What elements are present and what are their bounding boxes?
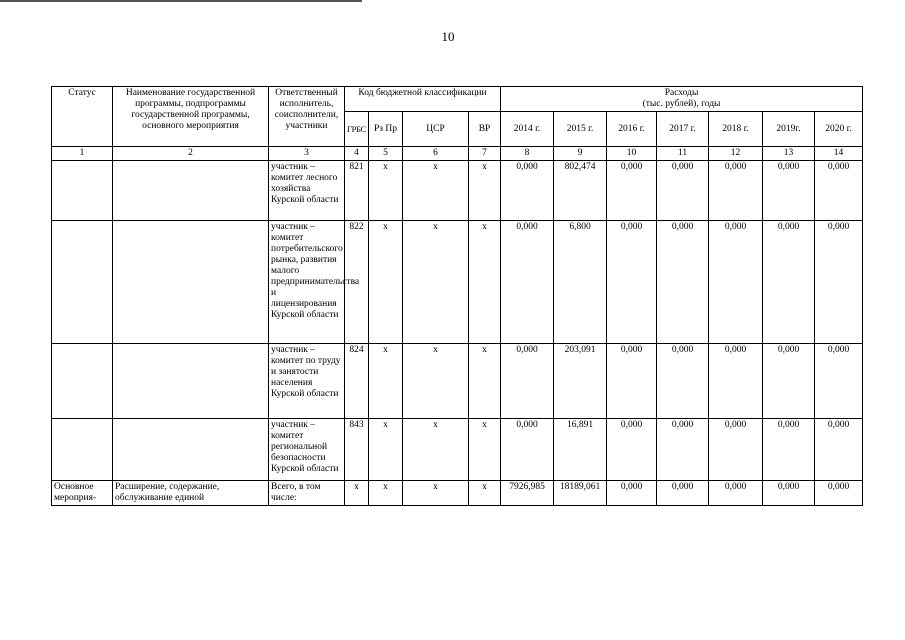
row-csr: х	[403, 419, 469, 481]
header-budget-code: Код бюджетной классификации	[345, 87, 501, 112]
header-year-2014: 2014 г.	[501, 112, 554, 147]
header-year-2020: 2020 г.	[815, 112, 863, 147]
row-y2020: 0,000	[815, 344, 863, 419]
row-y2015: 16,891	[554, 419, 607, 481]
column-number-row	[52, 147, 863, 161]
column-number: 10	[607, 147, 657, 161]
row-executor: участник – комитет потребительского рынка, развития малого предпринимательства и лицензирования Курской области	[269, 221, 345, 344]
row-y2019: 0,000	[763, 344, 815, 419]
header-expenses-units: (тыс. рублей), годы	[642, 99, 721, 109]
row-y2020: 0,000	[815, 481, 863, 506]
row-vr: х	[469, 161, 501, 221]
header-status: Статус	[52, 87, 113, 147]
row-y2016: 0,000	[607, 419, 657, 481]
row-y2017: 0,000	[657, 161, 709, 221]
row-status	[52, 419, 113, 481]
column-number: 8	[501, 147, 554, 161]
column-number: 4	[345, 147, 369, 161]
top-border-line	[0, 0, 362, 2]
row-y2017: 0,000	[657, 344, 709, 419]
row-y2018: 0,000	[709, 481, 763, 506]
row-executor: участник – комитет лесного хозяйства Курской области	[269, 161, 345, 221]
column-number: 14	[815, 147, 863, 161]
row-y2018: 0,000	[709, 221, 763, 344]
column-number: 3	[269, 147, 345, 161]
row-executor: участник – комитет по труду и занятости населения Курской области	[269, 344, 345, 419]
row-y2016: 0,000	[607, 221, 657, 344]
row-status	[52, 161, 113, 221]
row-y2019: 0,000	[763, 481, 815, 506]
header-name: Наименование государственной программы, подпрограммы государственной программы, основного мероприятия	[113, 87, 269, 147]
row-y2014: 0,000	[501, 221, 554, 344]
row-y2014: 0,000	[501, 419, 554, 481]
row-y2020: 0,000	[815, 419, 863, 481]
row-y2014: 7926,985	[501, 481, 554, 506]
row-status: Основное мероприя-	[52, 481, 113, 506]
row-rzpr: х	[369, 419, 403, 481]
row-executor: участник – комитет региональной безопасности Курской области	[269, 419, 345, 481]
header-year-2015: 2015 г.	[554, 112, 607, 147]
column-number: 1	[52, 147, 113, 161]
row-y2017: 0,000	[657, 419, 709, 481]
table-row	[52, 419, 863, 481]
row-y2019: 0,000	[763, 419, 815, 481]
header-year-2018: 2018 г.	[709, 112, 763, 147]
column-number: 5	[369, 147, 403, 161]
row-y2015: 6,800	[554, 221, 607, 344]
row-csr: х	[403, 161, 469, 221]
row-name	[113, 221, 269, 344]
page-number: 10	[441, 29, 455, 44]
row-y2020: 0,000	[815, 161, 863, 221]
row-grbs: х	[345, 481, 369, 506]
row-y2015: 203,091	[554, 344, 607, 419]
row-rzpr: х	[369, 221, 403, 344]
column-number: 12	[709, 147, 763, 161]
row-y2018: 0,000	[709, 419, 763, 481]
table-row	[52, 221, 863, 344]
header-vr: ВР	[469, 112, 501, 147]
row-executor: Всего, в том числе:	[269, 481, 345, 506]
row-grbs: 821	[345, 161, 369, 221]
row-y2019: 0,000	[763, 161, 815, 221]
table-row	[52, 481, 863, 506]
row-y2019: 0,000	[763, 221, 815, 344]
row-rzpr: х	[369, 344, 403, 419]
header-grbs: ГРБС	[345, 112, 369, 147]
row-y2016: 0,000	[607, 481, 657, 506]
row-y2014: 0,000	[501, 344, 554, 419]
header-year-2019: 2019г.	[763, 112, 815, 147]
row-y2015: 18189,061	[554, 481, 607, 506]
row-csr: х	[403, 221, 469, 344]
header-expenses-title: Расходы	[664, 88, 699, 98]
row-csr: х	[403, 481, 469, 506]
row-name	[113, 344, 269, 419]
row-grbs: 822	[345, 221, 369, 344]
row-y2017: 0,000	[657, 481, 709, 506]
column-number: 11	[657, 147, 709, 161]
column-number: 7	[469, 147, 501, 161]
row-y2016: 0,000	[607, 161, 657, 221]
table-row	[52, 161, 863, 221]
row-y2015: 802,474	[554, 161, 607, 221]
row-status	[52, 221, 113, 344]
row-y2016: 0,000	[607, 344, 657, 419]
header-rzpr: Рз Пр	[369, 112, 403, 147]
row-csr: х	[403, 344, 469, 419]
row-name	[113, 419, 269, 481]
column-number: 6	[403, 147, 469, 161]
row-vr: х	[469, 221, 501, 344]
row-rzpr: х	[369, 481, 403, 506]
row-status	[52, 344, 113, 419]
row-y2020: 0,000	[815, 221, 863, 344]
row-y2018: 0,000	[709, 344, 763, 419]
column-number: 9	[554, 147, 607, 161]
column-number: 13	[763, 147, 815, 161]
row-y2017: 0,000	[657, 221, 709, 344]
row-vr: х	[469, 344, 501, 419]
header-year-2017: 2017 г.	[657, 112, 709, 147]
row-rzpr: х	[369, 161, 403, 221]
row-vr: х	[469, 481, 501, 506]
table-row	[52, 344, 863, 419]
row-grbs: 824	[345, 344, 369, 419]
row-grbs: 843	[345, 419, 369, 481]
row-y2018: 0,000	[709, 161, 763, 221]
header-executor: Ответственный исполнитель, соисполнители, участники	[269, 87, 345, 147]
row-y2014: 0,000	[501, 161, 554, 221]
header-year-2016: 2016 г.	[607, 112, 657, 147]
header-expenses	[501, 87, 863, 112]
row-name	[113, 161, 269, 221]
row-vr: х	[469, 419, 501, 481]
row-name: Расширение, содержание, обслуживание единой	[113, 481, 269, 506]
budget-table	[51, 86, 863, 506]
column-number: 2	[113, 147, 269, 161]
header-csr: ЦСР	[403, 112, 469, 147]
